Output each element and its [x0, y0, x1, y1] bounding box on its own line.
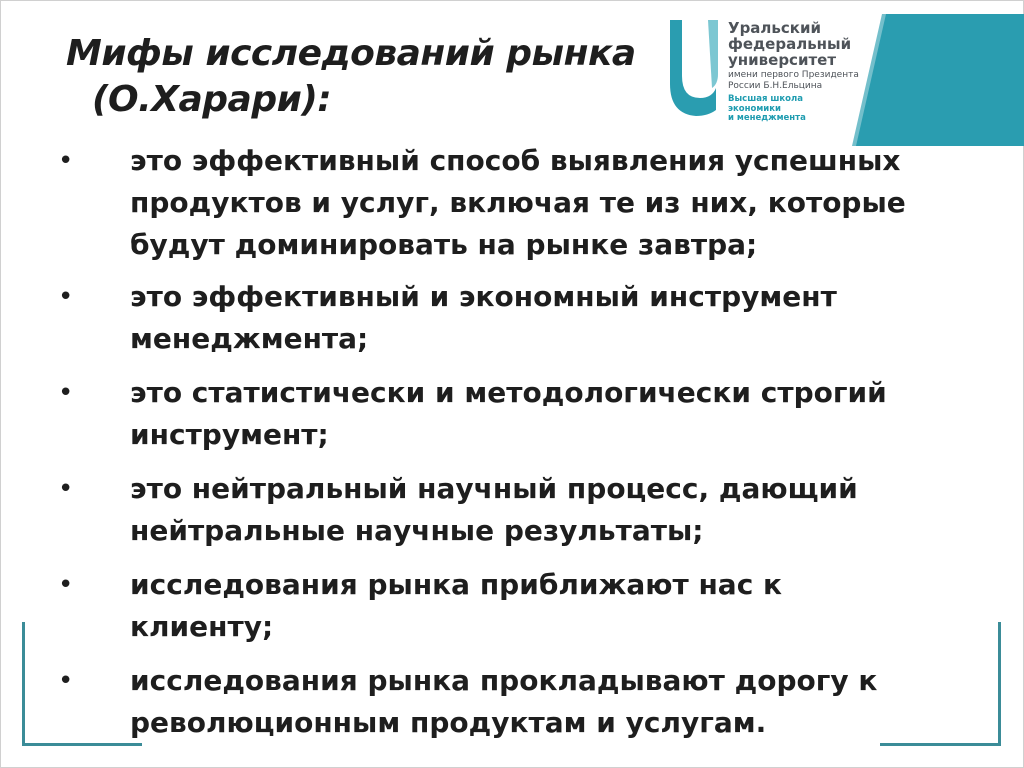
- bullet-text: [130, 660, 990, 744]
- bullet-line: исследования рынка приближают нас к: [130, 568, 783, 601]
- bullet-line: это эффективный способ выявления успешных: [130, 144, 901, 177]
- logo-sub-line-2: России Б.Н.Ельцина: [728, 81, 823, 91]
- bullet-text: [130, 276, 990, 360]
- logo-school-line-3: и менеджмента: [728, 113, 806, 123]
- bullet-line: это эффективный и экономный инструмент: [130, 280, 837, 313]
- bullet-marker: •: [58, 146, 74, 176]
- bullet-text: [130, 372, 990, 456]
- bullet-marker: •: [58, 474, 74, 504]
- slide-title-author: (О.Харари):: [92, 79, 332, 120]
- bullet-line: менеджмента;: [130, 322, 369, 355]
- bullet-line: революционным продуктам и услугам.: [130, 706, 767, 739]
- bullet-marker: •: [58, 378, 74, 408]
- logo-name-line-2: федеральный: [728, 35, 852, 53]
- logo-name-line-3: университет: [728, 51, 837, 69]
- logo-text-block: [728, 20, 859, 124]
- logo-school-line-1: Высшая школа: [728, 94, 803, 104]
- logo-name-line-1: Уральский: [728, 19, 821, 37]
- logo-sub-line-1: имени первого Президента: [728, 70, 859, 80]
- logo-school-line-2: экономики: [728, 103, 781, 114]
- bullet-line: это статистически и методологически строгий: [130, 376, 887, 409]
- bullet-line: инструмент;: [130, 418, 329, 451]
- left-bracket-horizontal: [22, 743, 142, 746]
- bullet-text: [130, 140, 990, 266]
- bullet-text: [130, 468, 990, 552]
- bullet-line: клиенту;: [130, 610, 274, 643]
- left-bracket-vertical: [22, 622, 25, 746]
- bullet-line: продуктов и услуг, включая те из них, которые: [130, 186, 906, 219]
- slide-title: Мифы исследований рынка: [66, 33, 636, 74]
- bullet-marker: •: [58, 282, 74, 312]
- bullet-marker: •: [58, 666, 74, 696]
- bullet-line: это нейтральный научный процесс, дающий: [130, 472, 858, 505]
- bullet-line: исследования рынка прокладывают дорогу к: [130, 664, 878, 697]
- right-bracket-vertical: [998, 622, 1001, 746]
- university-logo: [662, 14, 1024, 146]
- right-bracket-horizontal: [880, 743, 1001, 746]
- bullet-text: [130, 564, 990, 648]
- bullet-line: будут доминировать на рынке завтра;: [130, 228, 758, 261]
- bullet-marker: •: [58, 570, 74, 600]
- bullet-line: нейтральные научные результаты;: [130, 514, 704, 547]
